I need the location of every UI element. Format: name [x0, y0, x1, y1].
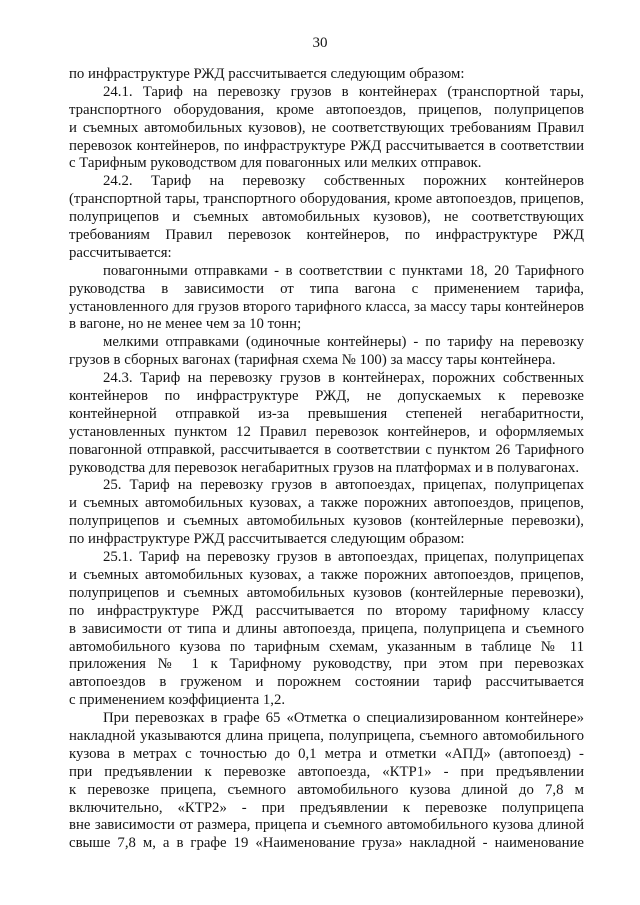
text-line: свыше 7,8 м, а в графе 19 «Наименование груза» накладной - наименование: [69, 835, 584, 852]
text-line: 24.1. Тариф на перевозку грузов в контейнерах (транспортной тары,: [103, 83, 584, 100]
text-line: по инфраструктуре РЖД рассчитывается следующим образом:: [69, 531, 465, 548]
document-body: [69, 66, 584, 853]
paragraph: [69, 263, 584, 335]
text-line: установленных пунктом 12 Правил перевозок контейнеров, и оформляемых: [69, 423, 584, 440]
text-line: по инфраструктуре РЖД рассчитывается по второму тарифному классу: [69, 602, 584, 619]
text-line: с применением коэффициента 1,2.: [69, 692, 286, 709]
paragraph: [69, 370, 584, 477]
text-line: При перевозках в графе 65 «Отметка о специализированном контейнере»: [103, 710, 584, 727]
text-line: установленного для грузов второго тарифного класса, за массу тары контейнеров: [69, 298, 584, 315]
text-line: контейнеров по инфраструктуре РЖД, не допускаемых к перевозке: [69, 388, 584, 405]
text-line: и съемных автомобильных кузовах, а также порожних автопоездов, прицепов,: [69, 495, 584, 512]
text-line: 25. Тариф на перевозку грузов в автопоездах, прицепах, полуприцепах: [103, 477, 584, 494]
text-line: 25.1. Тариф на перевозку грузов в автопоездах, прицепах, полуприцепах: [103, 549, 584, 566]
text-line: полуприцепов и съемных автомобильных кузовов), не соответствующих: [69, 209, 584, 226]
text-line: полуприцепов и съемных автомобильных кузовов (контейлерные перевозки),: [69, 584, 584, 601]
text-line: руководства в зависимости от типа вагона с применением тарифа,: [69, 280, 584, 297]
text-line: (транспортной тары, транспортного оборудования, кроме автопоездов, прицепов,: [69, 191, 584, 208]
text-line: с Тарифным руководством для повагонных или мелких отправок.: [69, 155, 482, 172]
text-line: к перевозке прицепа, съемного автомобильного кузова длиной до 7,8 м: [69, 781, 584, 798]
text-line: вне зависимости от размера, прицепа и съемного автомобильного кузова длиной: [69, 817, 584, 834]
page-number: 30: [312, 35, 328, 51]
text-line: и съемных автомобильных кузовах, а также порожних автопоездов, прицепов,: [69, 566, 584, 583]
text-line: в вагоне, но не менее чем за 10 тонн;: [69, 316, 302, 333]
text-line: 24.3. Тариф на перевозку грузов в контейнерах, порожних собственных: [103, 370, 584, 387]
paragraph: [69, 173, 584, 262]
text-line: перевозок контейнеров, по инфраструктуре РЖД рассчитывается в соответствии: [69, 137, 584, 154]
text-line: кузова в метрах с точностью до 0,1 метра и отметки «АПД» (автопоезд) -: [69, 745, 584, 762]
text-line: повагонными отправками - в соответствии с пунктами 18, 20 Тарифного: [103, 262, 584, 279]
text-line: и съемных автомобильных кузовов), не соответствующих требованиям Правил: [69, 119, 584, 136]
text-line: контейнерной отправкой из-за превышения степеней негабаритности,: [69, 405, 584, 422]
paragraph: [69, 710, 584, 853]
text-line: мелкими отправками (одиночные контейнеры) - по тарифу на перевозку: [103, 334, 584, 351]
text-line: при предъявлении к перевозке автопоезда, «КТР1» - при предъявлении: [69, 763, 584, 780]
paragraph: [69, 84, 584, 173]
text-line: полуприцепов и съемных автомобильных кузовов (контейлерные перевозки),: [69, 513, 584, 530]
text-line: транспортного оборудования, кроме автопоездов, прицепов, полуприцепов: [69, 101, 584, 118]
text-line: повагонной отправкой, рассчитывается в соответствии с пунктом 26 Тарифного: [69, 441, 584, 458]
paragraph: [69, 334, 584, 370]
text-line: в зависимости от типа и длины автопоезда, прицепа, полуприцепа и съемного: [69, 620, 584, 637]
paragraph: [69, 477, 584, 549]
text-line: рассчитывается:: [69, 244, 172, 261]
text-line: автомобильного кузова по тарифным схемам, указанным в таблице № 11: [69, 638, 584, 655]
text-line: по инфраструктуре РЖД рассчитывается следующим образом:: [69, 66, 465, 82]
text-line: грузов в сборных вагонах (тарифная схема № 100) за массу тары контейнера.: [69, 352, 556, 369]
text-line: автопоездов в груженом и порожнем состоянии тариф рассчитывается: [69, 674, 584, 691]
text-line: требованиям Правил перевозок контейнеров, по инфраструктуре РЖД: [69, 227, 584, 244]
text-line: приложения № 1 к Тарифному руководству, при этом при перевозках: [69, 656, 584, 673]
text-line: включительно, «КТР2» - при предъявлении к перевозке полуприцепа: [69, 799, 584, 816]
paragraph: [69, 549, 584, 710]
text-line: 24.2. Тариф на перевозку собственных порожних контейнеров: [103, 173, 584, 190]
paragraph: [69, 66, 584, 84]
text-line: руководства для перевозок негабаритных грузов на платформах и в полувагонах.: [69, 459, 580, 476]
text-line: накладной указываются длина прицепа, полуприцепа, съемного автомобильного: [69, 727, 584, 744]
